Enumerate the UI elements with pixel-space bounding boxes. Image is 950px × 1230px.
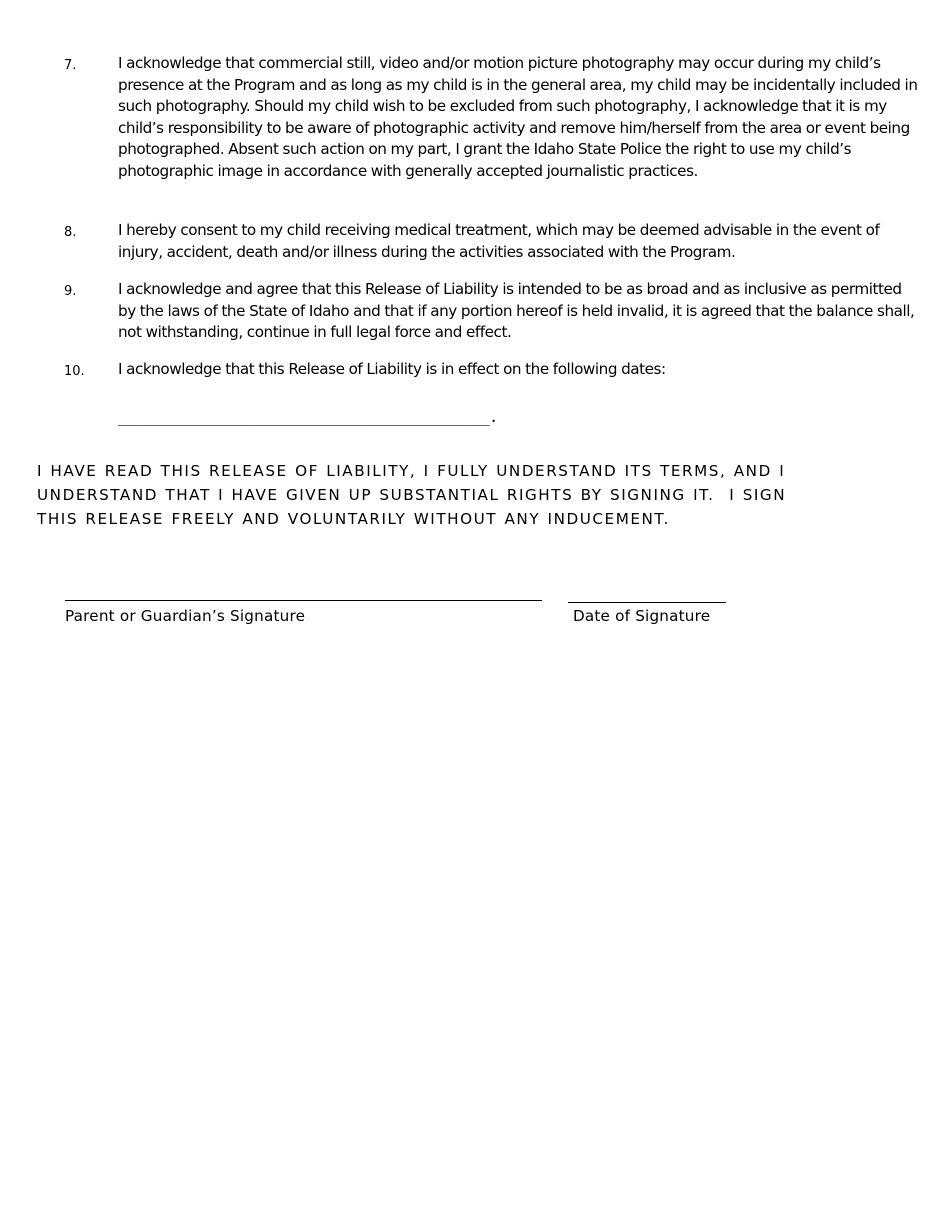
clause-number: 8.	[64, 225, 77, 240]
clause-number: 9.	[64, 284, 77, 299]
date-signature-label: Date of Signature	[573, 607, 711, 625]
statement-line: UNDERSTAND THAT I HAVE GIVEN UP SUBSTANTIAL RIGHTS BY SIGNING IT. I SIGN	[37, 486, 787, 504]
clause-number: 7.	[64, 58, 77, 73]
clause-text: I acknowledge and agree that this Release of Liability is intended to be as broad and as inclusive as permitted by the laws of the State of Idaho and that if any portion hereof is held invalid, it is agreed that the balance shall, not withstanding, continue in full legal force and effect.	[118, 280, 915, 342]
acknowledgement-statement	[37, 459, 897, 531]
statement-line: I HAVE READ THIS RELEASE OF LIABILITY, I FULLY UNDERSTAND ITS TERMS, AND I	[37, 462, 786, 480]
clause-text: I acknowledge that this Release of Liability is in effect on the following dates:	[118, 360, 666, 378]
parent-signature-line	[65, 600, 542, 601]
date-signature-line	[568, 602, 726, 603]
parent-signature-label: Parent or Guardian’s Signature	[65, 607, 306, 625]
clause-number: 10.	[64, 364, 85, 379]
clause-text: I acknowledge that commercial still, video and/or motion picture photography may occur during my child’s presence at the Program and as long as my child is in the general area, my child may be incidentally included in such photography. Should my child wish to be excluded from such photography, I acknowledge that it is my child’s responsibility to be aware of photographic activity and remove him/herself from the area or event being photographed. Absent such action on my part, I grant the Idaho State Police the right to use my child’s photographic image in accordance with generally accepted journalistic practices.	[118, 54, 918, 180]
statement-line: THIS RELEASE FREELY AND VOLUNTARILY WITHOUT ANY INDUCEMENT.	[37, 510, 670, 528]
clause-text: I hereby consent to my child receiving medical treatment, which may be deemed advisable in the event of injury, accident, death and/or illness during the activities associated with the Program.	[118, 221, 880, 261]
effective-dates-blank: ___________________________________________.	[118, 408, 498, 426]
